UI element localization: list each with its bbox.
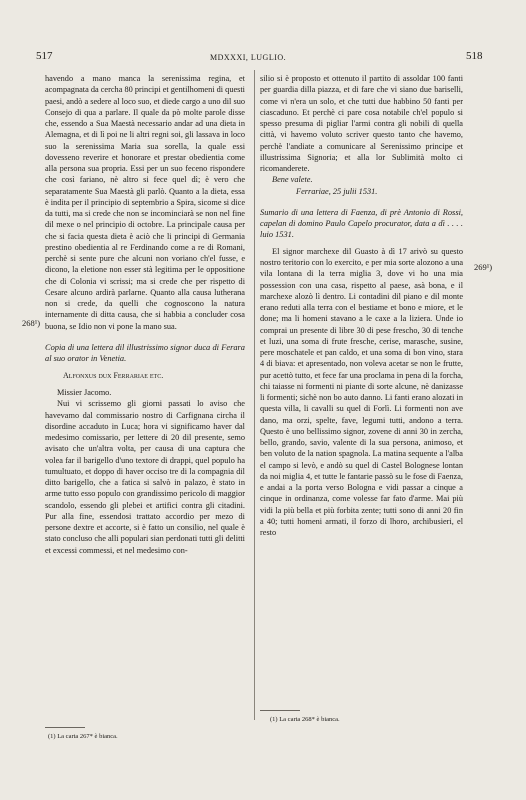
left-page-number: 517 [36,50,53,62]
footnote-rule-left [45,727,85,728]
right-page-number: 518 [466,50,483,62]
right-paragraph-1: silio si è proposto et ottenuto il partito di assoldar 100 fanti per guardia dilla piazza, et di fare che vi siano due bariselli, come vi n'era un solo, et che tutti due habbino 50 fanti per ciascaduno. Et perchè ci pare cosa notabile ch'el populo si spesso presuma di pigliar l'armi contra gli nobili di quella città, vi havemo voluto scriver questo tanto che havemo, perchè l'andiate a comunicare al Serenissimo principe et illustrissima Signoria; et alla lor Sublimità molto ci ricomanderete. [260,74,463,173]
footnote-left: (1) La carta 267* è bianca. [48,733,118,740]
footnote-rule-right [260,710,300,711]
letter-title-268: Copia di una lettera dil illustrissimo signor duca di Ferara al suo orator in Venetia. [45,342,245,363]
marginal-number-268: 268¹) [22,318,41,328]
left-paragraph-2: Nui vi scrissemo gli giorni passati lo aviso che havevamo dal commissario nostro di Carfignana circha il disordine accaduto in Luca; hora vi significamo haver dal medesimo comissario, per lettere di 20 dil presente, semo avisato che un'altra volta, per causa di una captura che volea far il barigello d'uno textore di drappi, quel populo ha tumultuato, et doppo di haver occiso tre di la compagnia dil ditto barigello, che a fatica si salvò in palazo, è stato in arme tutto esso populo con grandissimo pericolo di maggior scandolo, essendo gli plebei et artifici contra gli citadini. Pur alla fine, essendosi trattato accordio per mezo di persone dextre et accorte, si è fatto un consilio, nel quale è stato concluso che alli populari sian perdonati tutti gli delitti et excessi commessi, et nel medesimo con- [45,399,245,555]
column-rule [254,70,255,720]
right-paragraph-2: El signor marchexe dil Guasto à dì 17 arivò su questo nostro teritorio con lo exercito, e per mia sorte alozono a una vila lontana di la terra miglia 3, dove vi ho una mia possession con una casa, rispetto al paese, asà bona, e il marchexe alozò lì dentro. Li contadini dil piano e dil monte erano reduti alla terra con el bestiame et bono e miore, et le done; ma li homeni stavano a le caxe a la liziera. Unde io comprai un presente di libre 30 di pese frescho, 30 di tenche et luzi, una soma di frute fresche, cerise, marasche, susine, pere moschatele et pan caldo, et una soma di bon vino, stara 4 di biava: et apresentado, non voleva acetar se non le frutte, pur acettò tutto, et fece far una proclama in pena di la forcha, chi taiasse ni formenti ni piante di sorte alcune, nè danizasse li formenti; sichè non bo auto danno. Li fanti erano alozati in questa villa, li cavalli su quel di Forlì. Li formenti non ave dano, ma orzi, spelte, fave, legumi tutti, andono a terra. Questo è uno bellissimo signor, zovene di anni 30 in zercha, bello, grando, savio, valente di la sua persona, animoso, et ben voluto de la nation spagnola. La matina sequente a l'alba el campo si levò, e andò su quel di Castel Bolognese lontan da noi miglia 4, et tutte le fantarie passò su le fose di Faenza, e andai a la porta verso Bologna e vidi passar a cinque a cinque in ordinanza, come volesse far fato d'arme. Mai più vidi la più bella et più forbita zente; tutti sono di anni 20 fin a 40; tutti homeni armati, il forzo di lhoro, archibusieri, el resto [260,246,463,537]
letter-title-269: Sumario di una lettera di Faenza, di prè Antonio di Rossi, capelan di domino Paulo Capelo procurator, data a dì . . . . luio 1531. [260,207,463,239]
marginal-number-269: 269¹) [474,262,493,272]
right-column [260,73,463,538]
letter-valediction: Bene valete. [272,175,313,185]
letter-salutation: Missier Jacomo. [57,388,112,397]
running-header: MDXXXI, LUGLIO. [210,53,287,62]
footnote-right: (1) La carta 268* è bianca. [270,716,340,723]
letter-date: Ferrariae, 25 julii 1531. [296,186,378,196]
left-column [45,73,245,556]
letter-sender: Alfonxus dux Ferrariae etc. [63,370,164,380]
left-paragraph-1: havendo a mano manca la serenissima regina, et acompagnata da cercha 80 principi et gentilhomeni di questi paesi, andò a sedere al loco suo, et diede cargo a uno dil suo Consejo di qua a parlare. Il quale da pò molte parole disse che, essendo a Sua Maestà necessario andar ad una dieta in Alemagna, et di lì poi ne li altri regni soi, gli lassava in loco suo la serenissima Maria sua sorella, la quale essi dovesseno reverire et honorare et prestar obedientia come alla persona sua propria. Essi per un suo feceno rispondere che così fariano, nè altro si fece quel dì; è vero che separatamente Sua Maestà gli parlò. Quanto a la dieta, essa è indita per il principio di septembrio a Spira, sicome si dice da tutti, ma si crede che non se incominciarà se non nel fine dil mexe o nel principio di octobre. La principale causa per che si facia questa dieta è aciò che li principi di Germania prestino obedientia al re Ferdinando come a re di Romani, perchè si sente pure che alcuni non voriano ch'el fusse, e dicono, la eletione non esser stà legitima per le oppositione che di Colonia vi scrissi; ma si crede che per rispetto di Cesare alcuno ardirà parlarne. Quanto alla causa lutherana non si crede, da quelli che cognoscono la natura internamente di ditta causa, che si habbia a concluder cosa buona, se Idio non vi pone la mano sua. [45,74,245,331]
